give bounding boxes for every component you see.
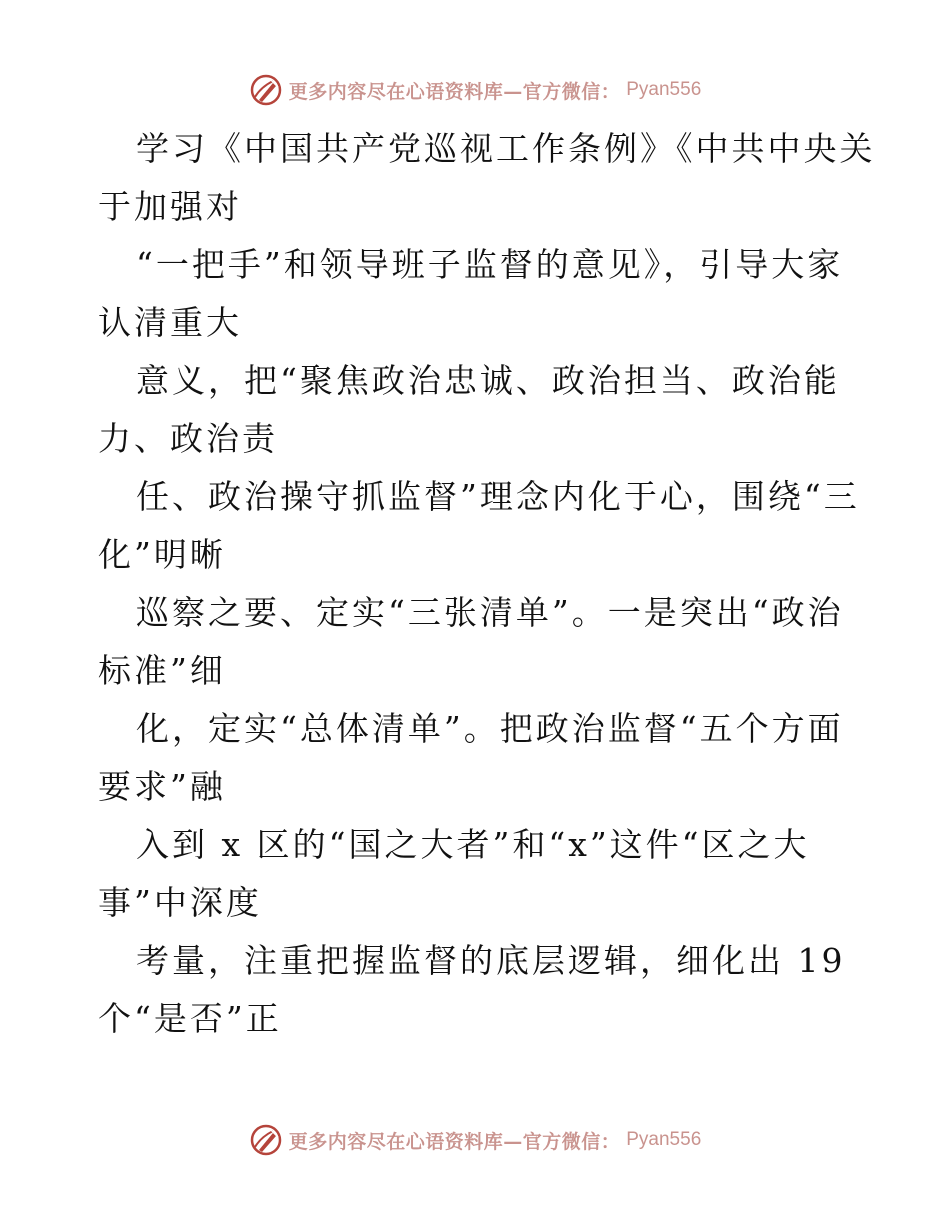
body-line: 认清重大 xyxy=(98,303,242,342)
body-line: 事”中深度 xyxy=(98,883,262,922)
body-line: 于加强对 xyxy=(98,187,242,226)
body-line: 考量，注重把握监督的底层逻辑，细化出 19 xyxy=(136,941,846,980)
body-line: 化”明晰 xyxy=(98,535,226,574)
body-line: 意义，把“聚焦政治忠诚、政治担当、政治能 xyxy=(136,361,840,400)
body-line: 个“是否”正 xyxy=(98,999,282,1038)
header-banner-inner xyxy=(249,73,702,107)
footer-banner-inner xyxy=(249,1123,702,1157)
body-line: 学习《中国共产党巡视工作条例》《中共中央关 xyxy=(136,129,876,168)
body-line: 要求”融 xyxy=(98,767,226,806)
footer-banner-text: 更多内容尽在心语资料库—官方微信： xyxy=(288,1130,621,1153)
pen-seal-logo-icon xyxy=(249,73,283,107)
body-line: 标准”细 xyxy=(98,651,226,690)
header-banner-text: 更多内容尽在心语资料库—官方微信： xyxy=(288,80,621,103)
header-banner xyxy=(0,70,950,110)
body-line: “一把手”和领导班子监督的意见》，引导大家 xyxy=(136,245,844,284)
pen-seal-logo-icon xyxy=(249,1123,283,1157)
body-line: 任、政治操守抓监督”理念内化于心，围绕“三 xyxy=(136,477,860,516)
document-body xyxy=(98,120,876,1048)
header-wechat-id: Pyan556 xyxy=(626,79,702,100)
body-line: 入到 x 区的“国之大者”和“x”这件“区之大 xyxy=(136,825,810,864)
body-line: 力、政治责 xyxy=(98,419,278,458)
footer-wechat-id: Pyan556 xyxy=(626,1129,702,1150)
footer-banner xyxy=(0,1120,950,1160)
body-line: 巡察之要、定实“三张清单”。一是突出“政治 xyxy=(136,593,844,632)
body-line: 化，定实“总体清单”。把政治监督“五个方面 xyxy=(136,709,844,748)
